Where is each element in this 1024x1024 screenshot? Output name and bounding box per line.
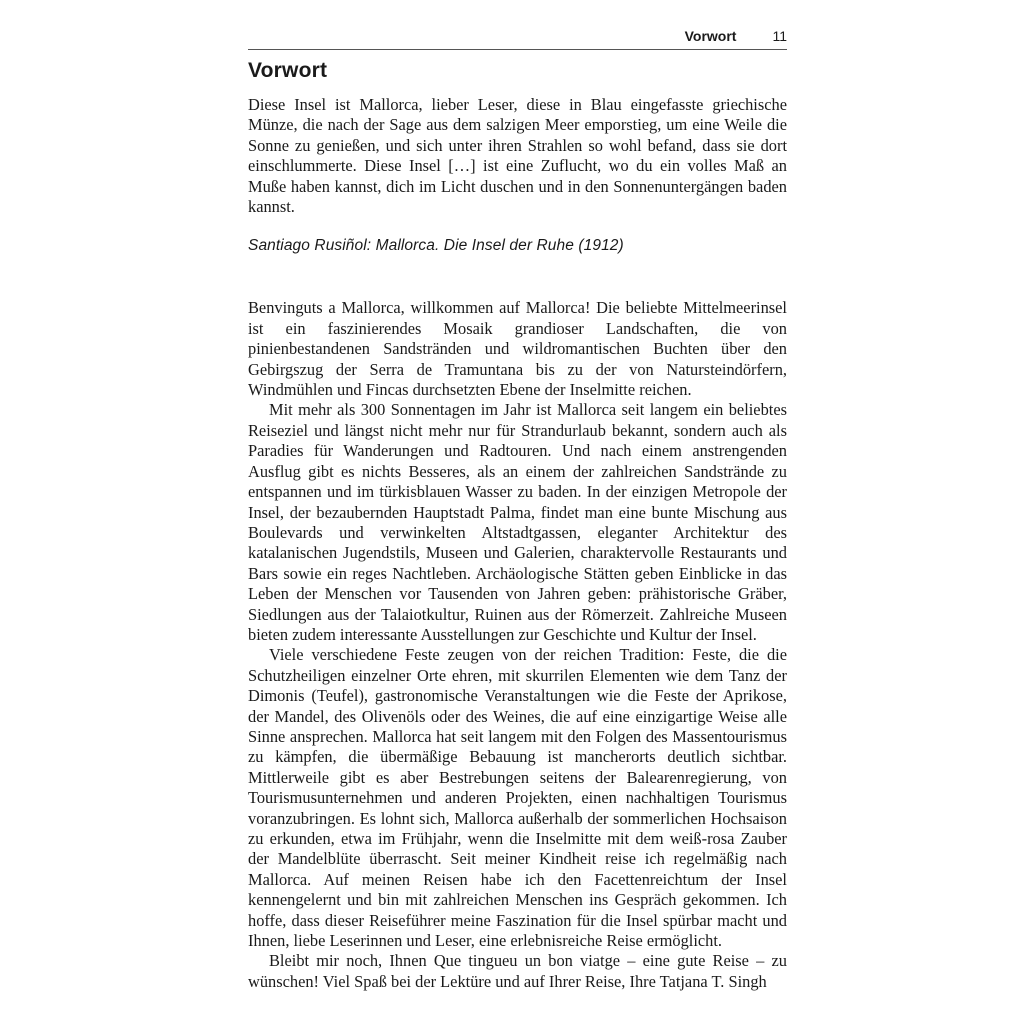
motto-quote: Diese Insel ist Mallorca, lieber Leser, diese in Blau eingefasste griechische Münze, die nach der Sage aus dem salzigen Meer emporstieg, um eine Weile die Sonne zu genießen, und sich unter ihren Strahlen so wohl befand, dass sie dort einschlummerte. Diese Insel […] ist eine Zuflucht, wo du ein volles Maß an Muße haben kannst, dich im Licht duschen und in den Sonnenuntergängen baden kannst. xyxy=(248,95,787,217)
book-page xyxy=(248,28,787,992)
paragraph: Mit mehr als 300 Sonnentagen im Jahr ist Mallorca seit langem ein beliebtes Reiseziel und längst nicht mehr nur für Strandurlaub bekannt, sondern auch als Paradies für Wanderungen und Radtouren. Und nach einem anstrengenden Ausflug gibt es nichts Besseres, als an einem der zahlreichen Sandstrände zu entspannen und im türkisblauen Wasser zu baden. In der einzigen Metropole der Insel, der bezaubernden Hauptstadt Palma, findet man eine bunte Mischung aus Boulevards und verwinkelten Altstadtgassen, eleganter Architektur des katalanischen Jugendstils, Museen und Galerien, charaktervolle Restaurants und Bars sowie ein reges Nachtleben. Archäologische Stätten geben Einblicke in das Leben der Menschen vor Tausenden von Jahren geben: prähistorische Gräber, Siedlungen aus der Talaiotkultur, Ruinen aus der Römerzeit. Zahlreiche Museen bieten zudem interessante Ausstellungen zur Geschichte und Kultur der Insel. xyxy=(248,400,787,644)
chapter-heading: Vorwort xyxy=(248,59,328,82)
motto-source: Santiago Rusiñol: Mallorca. Die Insel der Ruhe (1912) xyxy=(248,237,624,255)
running-head xyxy=(248,28,787,50)
running-head-section: Vorwort xyxy=(684,28,737,44)
body-text xyxy=(248,298,787,992)
paragraph: Benvinguts a Mallorca, willkommen auf Mallorca! Die beliebte Mittelmeerinsel ist ein faszinierendes Mosaik grandioser Landschaften, die von pinienbestandenen Sandstränden und wildromantischen Buchten über den Gebirgszug der Serra de Tramuntana bis zu der von Natursteindörfern, Windmühlen und Fincas durchsetzten Ebene der Inselmitte reichen. xyxy=(248,298,787,400)
page-number: 11 xyxy=(772,28,787,44)
paragraph: Bleibt mir noch, Ihnen Que tingueu un bon viatge – eine gute Reise – zu wünschen! Viel Spaß bei der Lektüre und auf Ihrer Reise, Ihre Tatjana T. Singh xyxy=(248,951,787,991)
paragraph: Viele verschiedene Feste zeugen von der reichen Tradition: Feste, die die Schutzheiligen einzelner Orte ehren, mit skurrilen Elementen wie dem Tanz der Dimonis (Teufel), gastronomische Veranstaltungen wie die Feste der Aprikose, der Mandel, des Olivenöls oder des Weines, die auf eine einzigartige Weise alle Sinne ansprechen. Mallorca hat seit langem mit den Folgen des Massentourismus zu kämpfen, die übermäßige Bebauung ist mancherorts deutlich sichtbar. Mittlerweile gibt es aber Bestrebungen seitens der Balearenregierung, von Tourismusunternehmen und anderen Projekten, einen nachhaltigen Tourismus voranzubringen. Es lohnt sich, Mallorca außerhalb der sommerlichen Hochsaison zu erkunden, etwa im Frühjahr, wenn die Inselmitte mit dem weiß-rosa Zauber der Mandelblüte überrascht. Seit meiner Kindheit reise ich regelmäßig nach Mallorca. Auf meinen Reisen habe ich den Facettenreichtum der Insel kennengelernt und bin mit zahlreichen Menschen ins Gespräch gekommen. Ich hoffe, dass dieser Reiseführer meine Faszination für die Insel spürbar macht und Ihnen, liebe Leserinnen und Leser, eine erlebnisreiche Reise ermöglicht. xyxy=(248,645,787,951)
